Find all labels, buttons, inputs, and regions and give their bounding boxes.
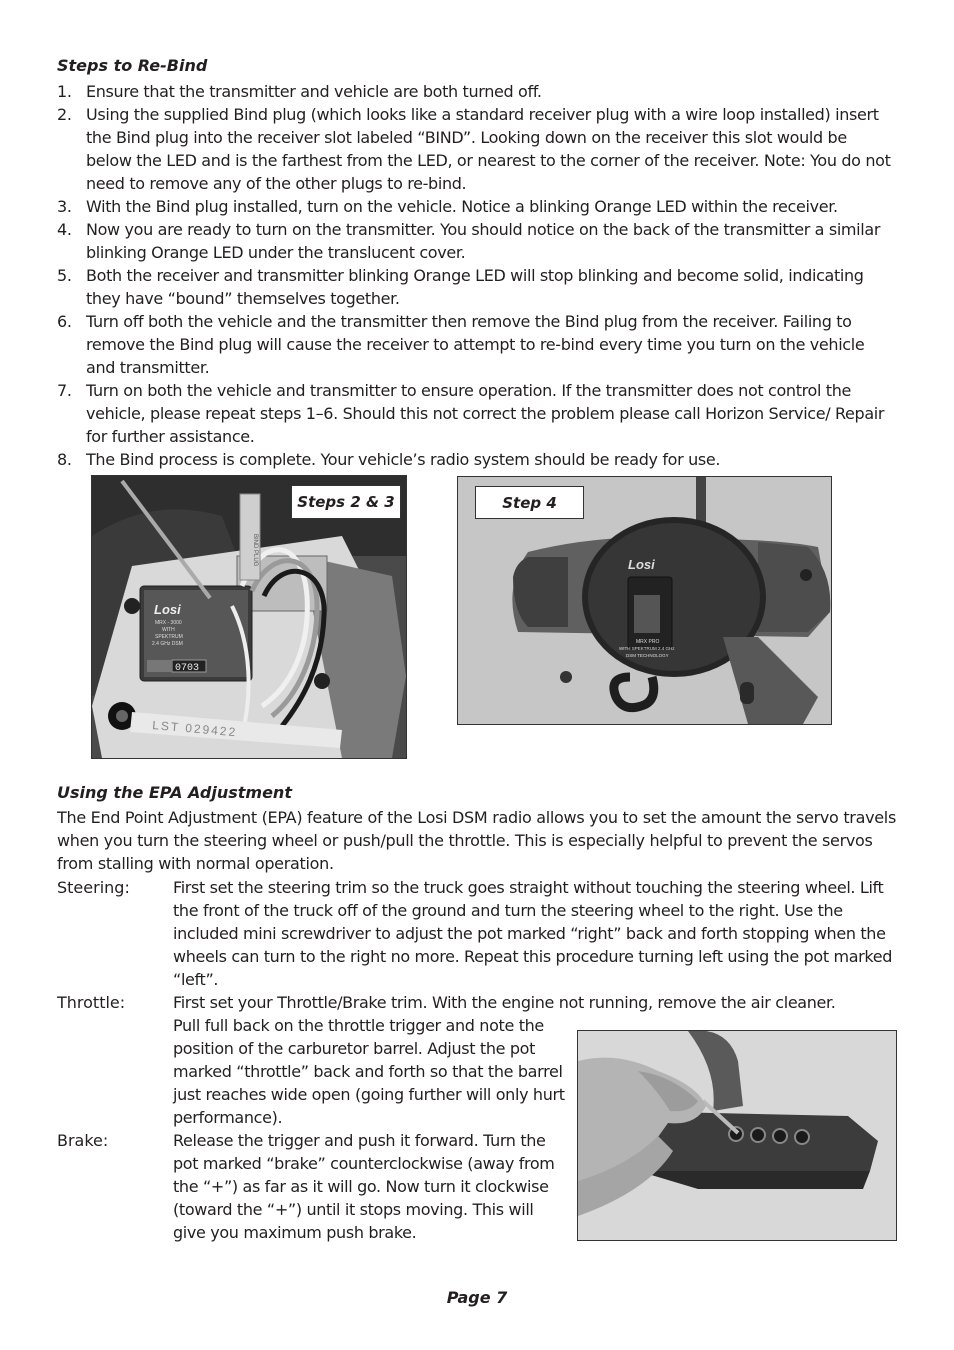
step-number: 7. [57, 381, 72, 400]
photo-callout-step-4: Step 4 [475, 486, 584, 519]
step-text: With the Bind plug installed, turn on the vehicle. Notice a blinking Orange LED within the receiver. [86, 197, 838, 216]
epa-closeup-illustration [578, 1031, 896, 1240]
list-item [57, 448, 897, 471]
step-text: Both the receiver and transmitter blinking Orange LED will stop blinking and become solid, indicating they have “bound” themselves together. [86, 266, 864, 308]
epa-heading: Using the EPA Adjustment [57, 783, 292, 802]
step-text: The Bind process is complete. Your vehicle’s radio system should be ready for use. [86, 450, 721, 469]
bind-plug-tag-text: BIND PLUG [252, 534, 258, 567]
step-number: 4. [57, 220, 72, 239]
step-number: 5. [57, 266, 72, 285]
transmitter-brand-text: Losi [628, 557, 655, 572]
chassis-code-text: LST 029422 [151, 718, 238, 740]
step-number: 2. [57, 105, 72, 124]
list-item [57, 195, 897, 218]
receiver-spektrum-text: SPEKTRUM [155, 634, 183, 640]
receiver-model-text: MRX - 3000 [155, 620, 182, 626]
receiver-with-text: WITH [162, 627, 175, 633]
rebind-heading: Steps to Re-Bind [57, 56, 208, 75]
transmitter-spektrum-text: WITH SPEKTRUM 2.4 GHz [619, 646, 675, 651]
list-item [57, 379, 897, 448]
transmitter-photo [457, 476, 832, 725]
receiver-brand-text: Losi [154, 602, 181, 617]
receiver-ghz-text: 2.4 GHz DSM [152, 641, 183, 647]
brake-description: Release the trigger and push it forward. Turn the pot marked “brake” counterclockwise (away from the “+”) as far as it will go. Now turn it clockwise (toward the “+”) until it stops moving. This will give you maximum push brake. [173, 1131, 555, 1242]
list-item [57, 103, 897, 195]
epa-adjustment-photo [577, 1030, 897, 1241]
epa-intro-paragraph: The End Point Adjustment (EPA) feature of the Losi DSM radio allows you to set the amount the servo travels when you turn the steering wheel or push/pull the throttle. This is especially helpful to prevent the servos from stalling with normal operation. [57, 808, 896, 873]
throttle-description-line: First set your Throttle/Brake trim. With the engine not running, remove the air cleaner. [173, 993, 836, 1012]
step-number: 3. [57, 197, 72, 216]
step-text: Using the supplied Bind plug (which looks like a standard receiver plug with a wire loop installed) insert the Bind plug into the receiver slot labeled “BIND”. Looking down on the receiver this slot would be below the LED and is the farthest from the LED, or nearest to the corner of the receiver. Note: You do not need to remove any of the other plugs to re-bind. [86, 105, 891, 193]
receiver-number-text: 0703 [175, 663, 200, 674]
step-text: Turn on both the vehicle and transmitter to ensure operation. If the transmitter does not control the vehicle, please repeat steps 1–6. Should this not correct the problem please call Horizon Service/ Repair for further assistance. [86, 381, 885, 446]
step-text: Ensure that the transmitter and vehicle are both turned off. [86, 82, 542, 101]
transmitter-model-text: MRX PRO [636, 639, 660, 645]
step-number: 8. [57, 450, 72, 469]
throttle-description: Pull full back on the throttle trigger and note the position of the carburetor barrel. Adjust the pot marked “throttle” back and forth so that the barrel just reaches wide open (going further will only hurt performance). [173, 1016, 565, 1127]
list-item [57, 80, 897, 103]
step-number: 1. [57, 82, 72, 101]
transmitter-dsm-text: DSM TECHNOLOGY [626, 653, 669, 658]
throttle-term: Throttle: [57, 993, 126, 1012]
step-text: Now you are ready to turn on the transmitter. You should notice on the back of the transmitter a similar blinking Orange LED under the translucent cover. [86, 220, 881, 262]
list-item [57, 310, 897, 379]
photo-callout-steps-2-3: Steps 2 & 3 [291, 485, 401, 519]
brake-term: Brake: [57, 1131, 109, 1150]
receiver-photo [91, 475, 407, 759]
step-text: Turn off both the vehicle and the transmitter then remove the Bind plug from the receiver. Failing to remove the Bind plug will cause the receiver to attempt to re-bind every time you turn on the vehicle and transmitter. [86, 312, 865, 377]
list-item [57, 264, 897, 310]
page-number: Page 7 [446, 1288, 508, 1307]
steering-term: Steering: [57, 878, 130, 897]
step-number: 6. [57, 312, 72, 331]
list-item [57, 218, 897, 264]
rebind-steps-list [57, 80, 897, 471]
steering-description: First set the steering trim so the truck goes straight without touching the steering wheel. Lift the front of the truck off of the ground and turn the steering wheel to the right. Use the included mini screwdriver to adjust the pot marked “right” back and forth stopping when the wheels can turn to the right no more. Repeat this procedure turning left using the pot marked “left”. [173, 878, 893, 989]
